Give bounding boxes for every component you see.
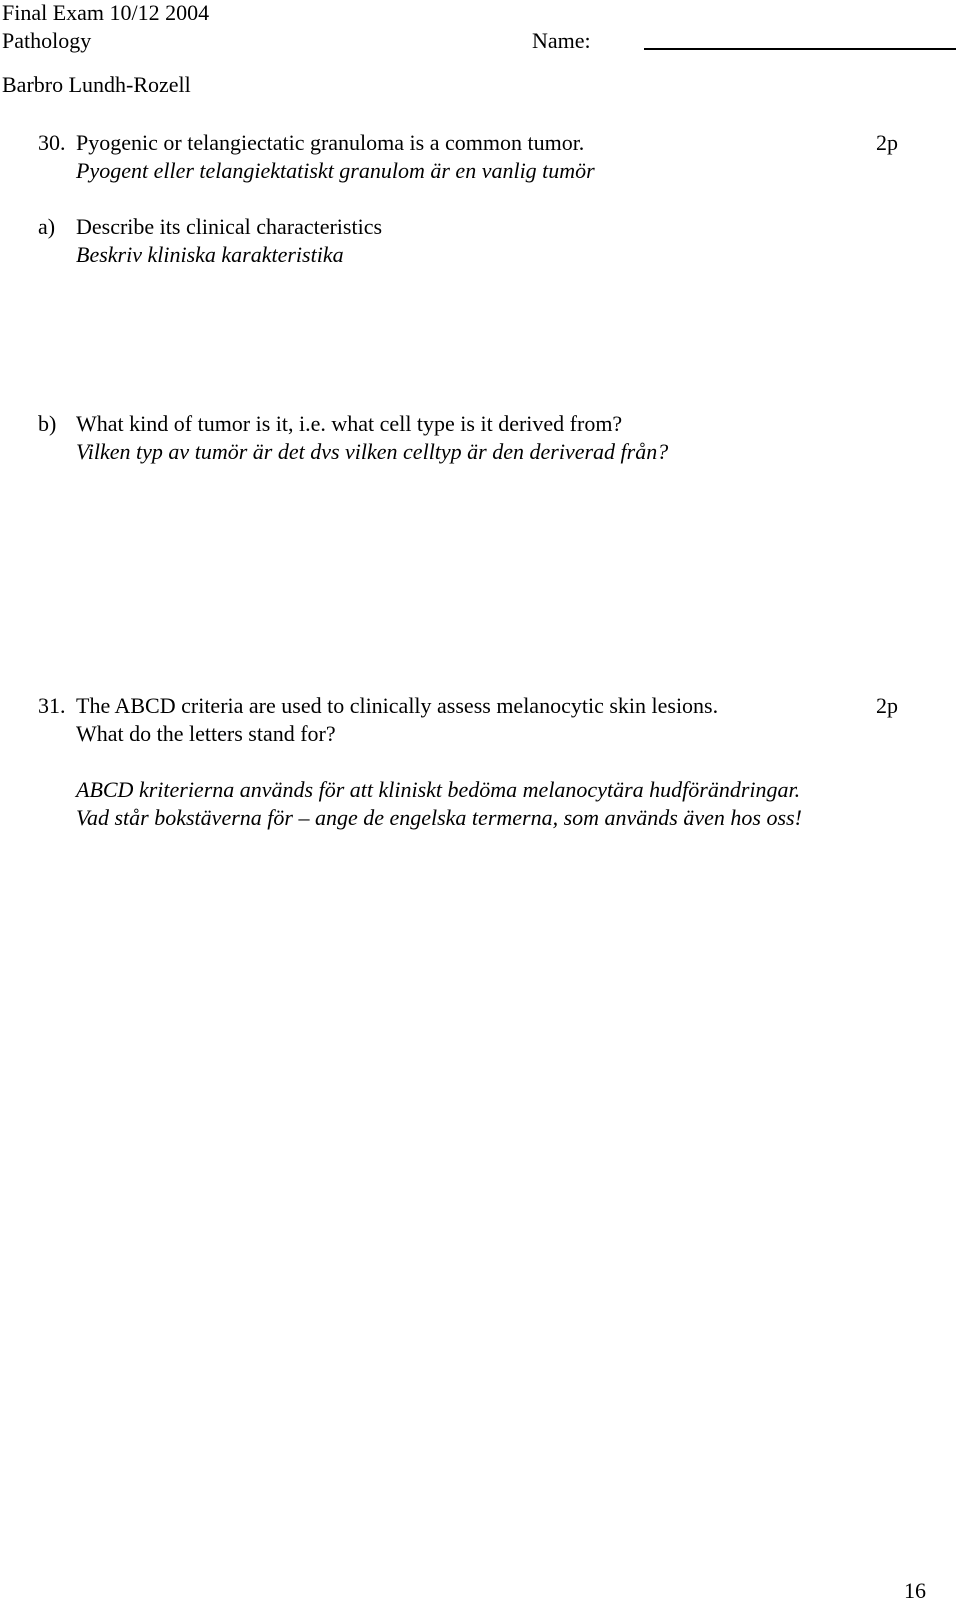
q30b-text-en: What kind of tumor is it, i.e. what cell type is it derived from? <box>76 411 623 436</box>
exam-title: Final Exam 10/12 2004 <box>2 0 210 25</box>
q30-text-sv: Pyogent eller telangiektatiskt granulom är en vanlig tumör <box>76 158 595 183</box>
q30a-label: a) <box>38 214 56 239</box>
q30a-text-en: Describe its clinical characteristics <box>76 214 383 239</box>
q30-points: 2p <box>876 130 898 155</box>
name-label: Name: <box>532 28 591 53</box>
q31-number: 31. <box>38 693 66 718</box>
q31-points: 2p <box>876 693 898 718</box>
q30b-text-sv: Vilken typ av tumör är det dvs vilken celltyp är den deriverad från? <box>76 439 669 464</box>
q31-text-en2: What do the letters stand for? <box>76 721 336 746</box>
q30a-text-sv: Beskriv kliniska karakteristika <box>76 242 344 267</box>
author: Barbro Lundh-Rozell <box>2 72 191 97</box>
q30-number: 30. <box>38 130 66 155</box>
q31-text-en: The ABCD criteria are used to clinically assess melanocytic skin lesions. <box>76 693 719 718</box>
q31-text-sv1: ABCD kriterierna används för att kliniskt bedöma melanocytära hudförändringar. <box>76 777 801 802</box>
page-number: 16 <box>904 1578 926 1603</box>
q30-text-en: Pyogenic or telangiectatic granuloma is a common tumor. <box>76 130 585 155</box>
subject: Pathology <box>2 28 92 53</box>
q31-text-sv2: Vad står bokstäverna för – ange de engelska termerna, som används även hos oss! <box>76 805 802 830</box>
name-input-line[interactable] <box>644 48 956 50</box>
q30b-label: b) <box>38 411 57 436</box>
